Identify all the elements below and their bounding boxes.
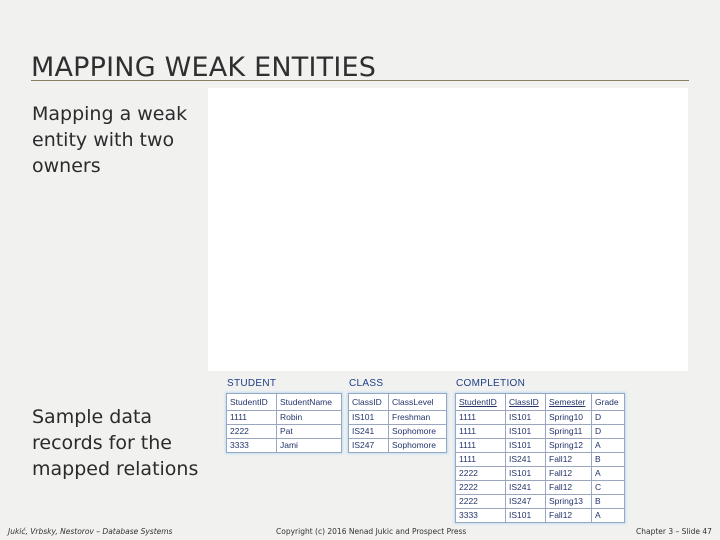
table-cell: D	[592, 411, 625, 425]
table-row	[456, 509, 625, 523]
table-row	[456, 439, 625, 453]
bullet-weak-entity-mapping: Mapping a weak entity with two owners	[32, 103, 188, 177]
table-cell: Robin	[277, 411, 342, 425]
column-header-studentid: StudentID	[456, 394, 506, 411]
table-cell: IS241	[506, 481, 546, 495]
column-header-grade: Grade	[592, 394, 625, 411]
table-row	[349, 439, 447, 453]
footer-slide-number: Chapter 3 – Slide 47	[636, 527, 712, 536]
table-cell: IS241	[349, 425, 389, 439]
table-cell: Fall12	[546, 509, 592, 523]
table-cell: D	[592, 425, 625, 439]
student-relation-title: STUDENT	[227, 378, 277, 389]
table-cell: Jami	[277, 439, 342, 453]
slide-title: MAPPING WEAK ENTITIES	[31, 52, 377, 83]
table-row	[349, 425, 447, 439]
title-divider	[31, 80, 689, 81]
column-header-semester: Semester	[546, 394, 592, 411]
table-cell: 1111	[456, 439, 506, 453]
table-row	[227, 411, 342, 425]
table-cell: 1111	[456, 411, 506, 425]
table-row	[349, 411, 447, 425]
table-cell: IS101	[506, 411, 546, 425]
table-cell: IS101	[506, 467, 546, 481]
table-cell: 2222	[456, 481, 506, 495]
table-cell: 1111	[227, 411, 277, 425]
table-cell: A	[592, 467, 625, 481]
table-cell: 2222	[227, 425, 277, 439]
table-cell: Fall12	[546, 453, 592, 467]
class-table	[348, 393, 447, 453]
column-header-studentname: StudentName	[277, 394, 342, 411]
table-cell: C	[592, 481, 625, 495]
class-relation-title: CLASS	[349, 378, 384, 389]
table-cell: IS247	[506, 495, 546, 509]
table-cell: Spring13	[546, 495, 592, 509]
table-cell: IS247	[349, 439, 389, 453]
table-row	[456, 495, 625, 509]
column-header-classid: ClassID	[506, 394, 546, 411]
table-cell: A	[592, 439, 625, 453]
table-row	[227, 425, 342, 439]
table-cell: IS101	[506, 425, 546, 439]
table-cell: A	[592, 509, 625, 523]
table-row	[456, 453, 625, 467]
table-row	[456, 467, 625, 481]
table-row	[227, 439, 342, 453]
footer-authors: Jukić, Vrbsky, Nestorov – Database Systems	[8, 527, 173, 536]
column-header-studentid: StudentID	[227, 394, 277, 411]
table-row	[456, 425, 625, 439]
table-cell: Freshman	[389, 411, 447, 425]
footer-copyright: Copyright (c) 2016 Nenad Jukic and Prospect Press	[276, 527, 467, 536]
er-diagram-image-area	[208, 88, 688, 371]
table-cell: 3333	[227, 439, 277, 453]
completion-table	[455, 393, 625, 523]
table-cell: Spring12	[546, 439, 592, 453]
table-cell: IS101	[506, 439, 546, 453]
table-cell: IS241	[506, 453, 546, 467]
table-cell: Fall12	[546, 467, 592, 481]
table-cell: Sophomore	[389, 425, 447, 439]
student-table	[226, 393, 342, 453]
bullet-sample-data: Sample data records for the mapped relations	[32, 406, 199, 480]
column-header-classlevel: ClassLevel	[389, 394, 447, 411]
table-cell: 2222	[456, 467, 506, 481]
table-cell: B	[592, 453, 625, 467]
table-header-row	[227, 394, 342, 411]
table-cell: Pat	[277, 425, 342, 439]
table-row	[456, 481, 625, 495]
table-header-row	[456, 394, 625, 411]
table-cell: 3333	[456, 509, 506, 523]
table-cell: 1111	[456, 453, 506, 467]
completion-relation-title: COMPLETION	[456, 378, 526, 389]
table-cell: 1111	[456, 425, 506, 439]
table-cell: Spring10	[546, 411, 592, 425]
column-header-classid: ClassID	[349, 394, 389, 411]
table-cell: Spring11	[546, 425, 592, 439]
table-cell: 2222	[456, 495, 506, 509]
table-cell: Fall12	[546, 481, 592, 495]
table-row	[456, 411, 625, 425]
table-cell: IS101	[506, 509, 546, 523]
table-header-row	[349, 394, 447, 411]
table-cell: B	[592, 495, 625, 509]
table-cell: Sophomore	[389, 439, 447, 453]
table-cell: IS101	[349, 411, 389, 425]
